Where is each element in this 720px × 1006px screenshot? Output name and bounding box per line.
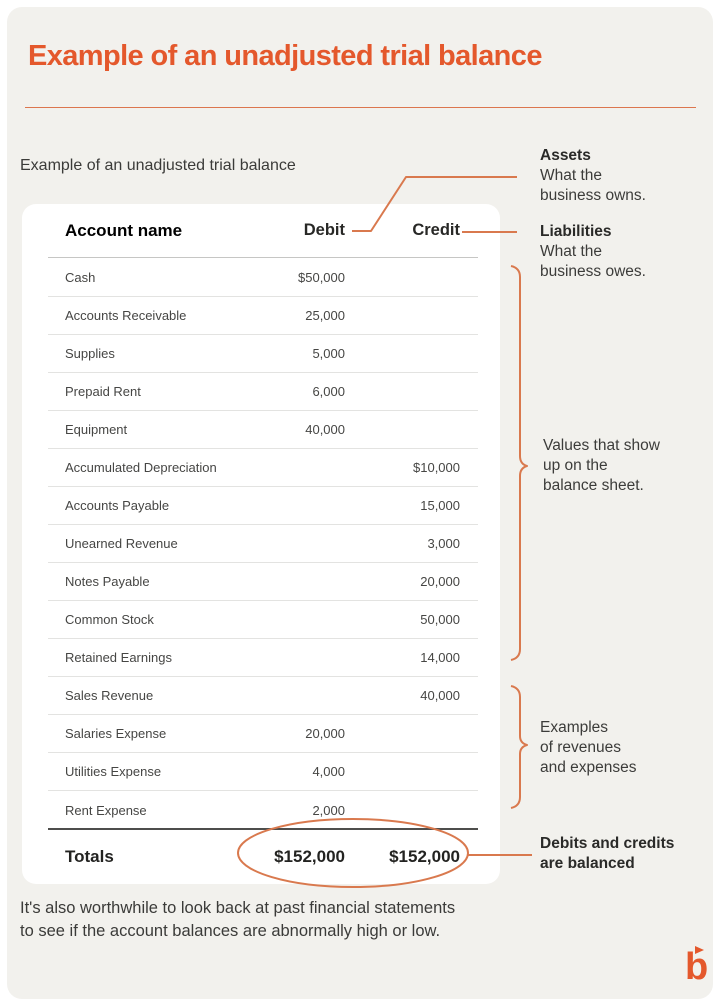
debit-cell: 25,000 [305,308,345,323]
table-body [48,259,478,829]
annotation-liabilities [540,222,646,282]
table-row [48,563,478,601]
account-name-cell: Sales Revenue [65,688,154,703]
account-name-cell: Accounts Receivable [65,308,187,323]
brand-logo-letter: b [685,946,709,988]
annotation-balance-sheet-line: Values that show [543,437,660,454]
account-name-cell: Accumulated Depreciation [65,460,217,475]
table-row [48,449,478,487]
annotation-revenues-line: of revenues [540,739,621,756]
annotation-balance-sheet-line: up on the [543,457,608,474]
debit-cell: 6,000 [312,384,345,399]
annotation-balanced [540,834,674,874]
table-row [48,715,478,753]
table-row [48,601,478,639]
annotation-assets-line: business owns. [540,187,646,204]
footer-note [20,897,455,942]
annotation-balance-sheet-line: balance sheet. [543,477,644,494]
annotation-assets-title: Assets [540,147,591,164]
trial-balance-card [22,204,500,884]
debit-cell: 40,000 [305,422,345,437]
account-name-cell: Rent Expense [65,802,147,818]
footer-note-line: to see if the account balances are abnormally high or low. [20,921,441,940]
account-name-cell: Cash [65,270,96,285]
footer-note-line: It's also worthwhile to look back at past financial statements [20,899,456,917]
table-row [48,525,478,563]
credit-cell: 20,000 [420,574,460,589]
account-name-cell: Unearned Revenue [65,536,178,551]
totals-credit: $152,000 [389,847,460,866]
annotation-revenues-line: Examples [540,719,609,736]
table-row [48,791,478,829]
account-name-cell: Prepaid Rent [65,384,141,399]
debit-cell: 2,000 [312,802,345,818]
credit-cell: 40,000 [420,688,460,703]
totals-row [48,830,478,884]
column-header-credit: Credit [412,221,460,239]
annotation-assets [540,146,646,206]
account-name-cell: Utilities Expense [65,764,162,779]
table-row [48,297,478,335]
table-row [48,335,478,373]
annotation-revenues-line: and expenses [540,759,637,776]
credit-cell: 14,000 [420,650,460,665]
table-row [48,753,478,791]
annotation-liabilities-line: What the [540,243,603,260]
brand-logo [685,942,713,992]
account-name-cell: Supplies [65,346,115,361]
credit-cell: 50,000 [420,612,460,627]
annotation-assets-line: What the [540,167,603,184]
debit-cell: 20,000 [305,726,345,741]
annotation-liabilities-line: business owes. [540,263,646,280]
debit-cell: 5,000 [312,346,345,361]
annotation-balance-sheet [543,436,660,496]
credit-cell: 15,000 [420,498,460,513]
table-row [48,639,478,677]
title-divider [25,107,696,108]
account-name-cell: Common Stock [65,612,154,627]
brand-logo-flag-icon [695,946,704,954]
debit-cell: 4,000 [312,764,345,779]
annotation-revenues-expenses [540,718,637,778]
annotation-liabilities-title: Liabilities [540,223,612,240]
column-header-account: Account name [65,220,183,240]
totals-label: Totals [65,847,114,866]
table-row [48,373,478,411]
table-row [48,411,478,449]
account-name-cell: Equipment [65,422,128,437]
account-name-cell: Retained Earnings [65,650,172,665]
table-row [48,487,478,525]
page-subtitle: Example of an unadjusted trial balance [20,157,296,174]
column-header-debit: Debit [303,221,345,239]
account-name-cell: Notes Payable [65,574,150,589]
account-name-cell: Accounts Payable [65,498,170,513]
table-header-row [48,204,478,258]
annotation-balanced-line: Debits and credits [540,835,675,852]
credit-cell: $10,000 [413,460,460,475]
table-row [48,259,478,297]
credit-cell: 3,000 [427,536,460,551]
annotation-balanced-line: are balanced [540,855,635,872]
account-name-cell: Salaries Expense [65,726,167,741]
totals-debit: $152,000 [274,847,345,866]
debit-cell: $50,000 [298,270,345,285]
page-title: Example of an unadjusted trial balance [28,40,542,72]
table-row [48,677,478,715]
